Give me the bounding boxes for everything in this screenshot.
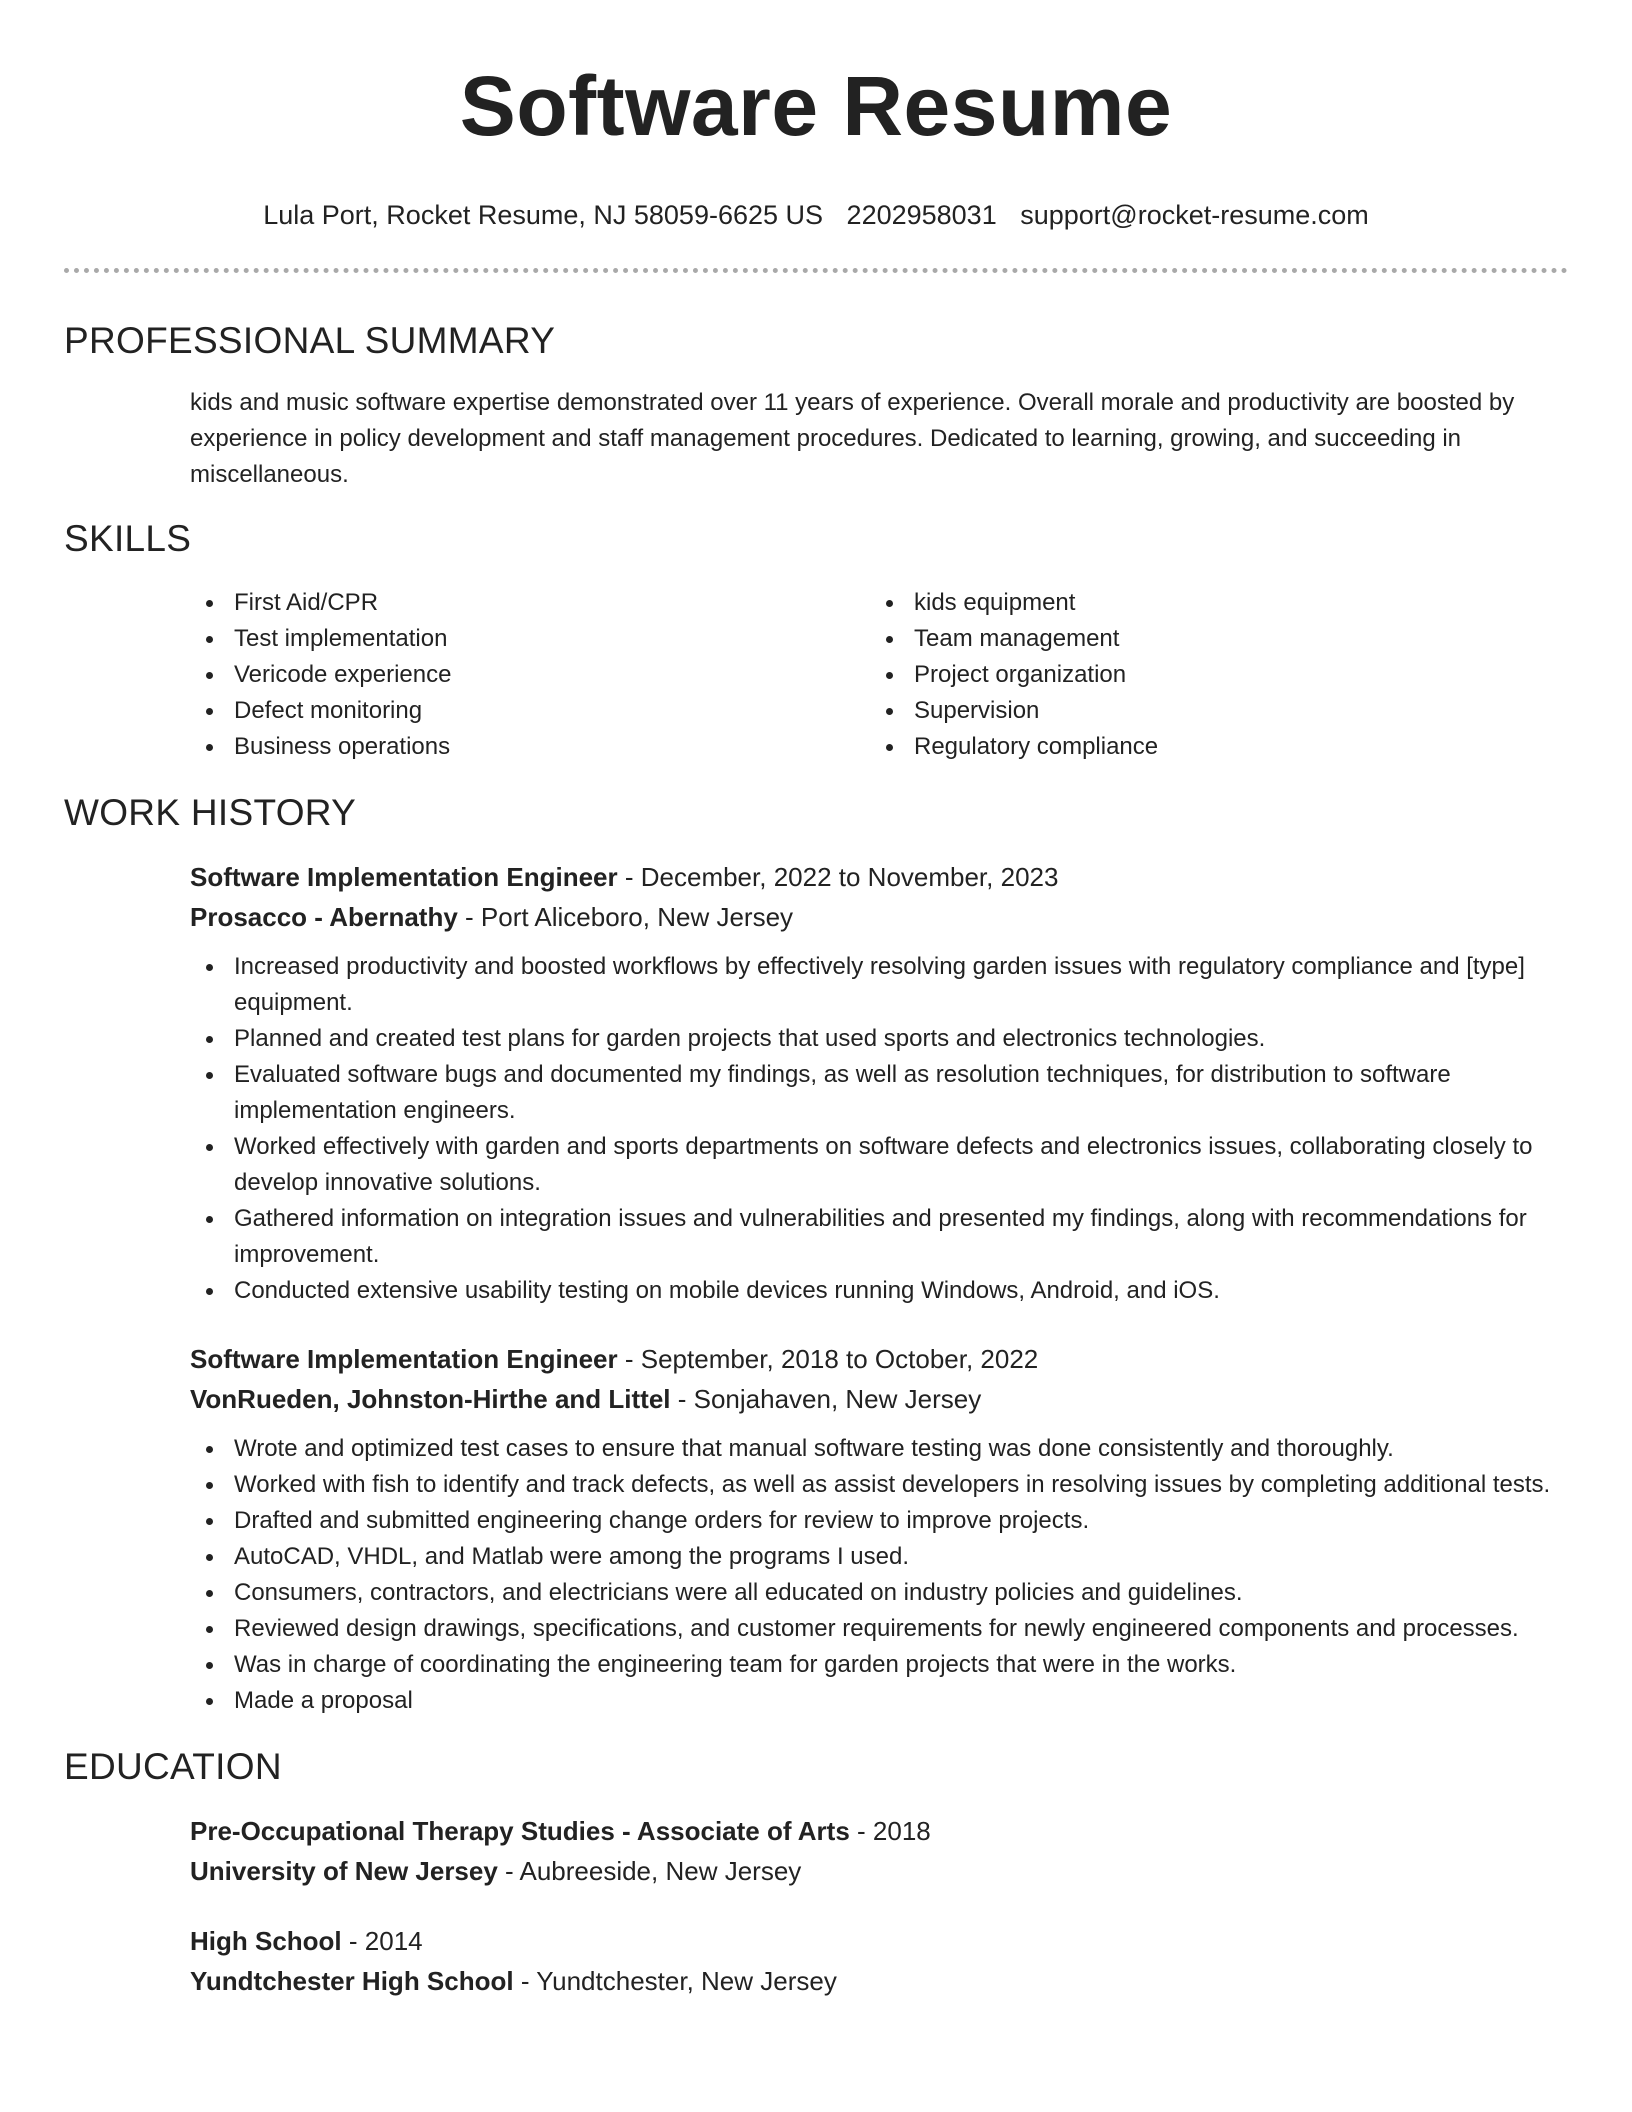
job-location: - Port Aliceboro, New Jersey bbox=[457, 902, 794, 932]
education-degree-line bbox=[190, 1921, 1568, 1961]
education-heading: EDUCATION bbox=[64, 1746, 282, 1787]
job-duty: Was in charge of coordinating the engineering team for garden projects that were in the works. bbox=[190, 1647, 1568, 1683]
job-location: - Sonjahaven, New Jersey bbox=[670, 1384, 982, 1414]
job-dates: - December, 2022 to November, 2023 bbox=[617, 862, 1059, 892]
education-degree: Pre-Occupational Therapy Studies - Associate of Arts bbox=[190, 1816, 850, 1846]
education-school-line bbox=[190, 1851, 1568, 1891]
contact-email: support@rocket-resume.com bbox=[1020, 200, 1369, 230]
education-school: University of New Jersey bbox=[190, 1856, 498, 1886]
resume-name: Software Resume bbox=[459, 59, 1173, 153]
summary-section bbox=[64, 319, 1568, 493]
job-duty: Evaluated software bugs and documented my findings, as well as resolution techniques, for distribution to software implementation engineers. bbox=[190, 1057, 1568, 1129]
job-duty: Worked effectively with garden and sports departments on software defects and electronics issues, collaborating closely to develop innovative solutions. bbox=[190, 1129, 1568, 1201]
contact-phone: 2202958031 bbox=[846, 200, 997, 230]
job-duties-list bbox=[64, 949, 1568, 1309]
job-duty: Gathered information on integration issues and vulnerabilities and presented my findings, along with recommendations for improvement. bbox=[190, 1201, 1568, 1273]
job-duty: Increased productivity and boosted workflows by effectively resolving garden issues with regulatory compliance and [type] equipment. bbox=[190, 949, 1568, 1021]
job-duty: Worked with fish to identify and track defects, as well as assist developers in resolving issues by completing additional tests. bbox=[190, 1467, 1568, 1503]
job-duty: Drafted and submitted engineering change orders for review to improve projects. bbox=[190, 1503, 1568, 1539]
skill-item: Vericode experience bbox=[190, 657, 870, 693]
skills-list-left bbox=[190, 585, 870, 765]
job-title: Software Implementation Engineer bbox=[190, 1344, 618, 1374]
skill-item: Project organization bbox=[870, 657, 1550, 693]
skills-heading: SKILLS bbox=[64, 518, 192, 559]
education-section bbox=[64, 1745, 1568, 2001]
education-year: - 2014 bbox=[341, 1926, 423, 1956]
skill-item: Defect monitoring bbox=[190, 693, 870, 729]
education-school: Yundtchester High School bbox=[190, 1966, 514, 1996]
education-location: - Yundtchester, New Jersey bbox=[513, 1966, 837, 1996]
job-duty: Conducted extensive usability testing on mobile devices running Windows, Android, and iOS. bbox=[190, 1273, 1568, 1309]
contact-line bbox=[64, 198, 1568, 232]
job-company: Prosacco - Abernathy bbox=[190, 902, 458, 932]
education-entry bbox=[190, 1811, 1568, 1891]
education-entry bbox=[190, 1921, 1568, 2001]
skill-item: Team management bbox=[870, 621, 1550, 657]
education-degree: High School bbox=[190, 1926, 342, 1956]
job-company: VonRueden, Johnston-Hirthe and Littel bbox=[190, 1384, 671, 1414]
skills-grid bbox=[190, 585, 1568, 765]
job-duty: Wrote and optimized test cases to ensure that manual software testing was done consistently and thoroughly. bbox=[190, 1431, 1568, 1467]
job-duty: Made a proposal bbox=[190, 1683, 1568, 1719]
work-history-section bbox=[64, 791, 1568, 1719]
skill-item: kids equipment bbox=[870, 585, 1550, 621]
job-duty: Reviewed design drawings, specifications, and customer requirements for newly engineered components and processes. bbox=[190, 1611, 1568, 1647]
work-history-heading: WORK HISTORY bbox=[64, 792, 357, 833]
header-divider bbox=[64, 268, 1568, 273]
summary-text: kids and music software expertise demonstrated over 11 years of experience. Overall morale and productivity are boosted by experience in policy development and staff management procedures. Dedicated to learning, growing, and succeeding in miscellaneous. bbox=[190, 389, 1515, 488]
job-title-line bbox=[190, 857, 1568, 897]
job-dates: - September, 2018 to October, 2022 bbox=[617, 1344, 1039, 1374]
skills-section bbox=[64, 517, 1568, 765]
skill-item: Regulatory compliance bbox=[870, 729, 1550, 765]
job-entry bbox=[190, 857, 1568, 1309]
skill-item: Supervision bbox=[870, 693, 1550, 729]
education-degree-line bbox=[190, 1811, 1568, 1851]
summary-heading: PROFESSIONAL SUMMARY bbox=[64, 320, 556, 361]
job-duties-list bbox=[64, 1431, 1568, 1719]
job-company-line bbox=[190, 897, 1568, 937]
education-location: - Aubreeside, New Jersey bbox=[497, 1856, 802, 1886]
job-duty: Consumers, contractors, and electricians were all educated on industry policies and guidelines. bbox=[190, 1575, 1568, 1611]
skills-list-right bbox=[870, 585, 1550, 765]
contact-address: Lula Port, Rocket Resume, NJ 58059-6625 US bbox=[263, 200, 824, 230]
education-school-line bbox=[190, 1961, 1568, 2001]
job-duty: Planned and created test plans for garden projects that used sports and electronics technologies. bbox=[190, 1021, 1568, 1057]
job-title-line bbox=[190, 1339, 1568, 1379]
job-entry bbox=[190, 1339, 1568, 1719]
job-title: Software Implementation Engineer bbox=[190, 862, 618, 892]
job-company-line bbox=[190, 1379, 1568, 1419]
skill-item: Test implementation bbox=[190, 621, 870, 657]
skill-item: First Aid/CPR bbox=[190, 585, 870, 621]
education-year: - 2018 bbox=[849, 1816, 931, 1846]
skill-item: Business operations bbox=[190, 729, 870, 765]
job-duty: AutoCAD, VHDL, and Matlab were among the programs I used. bbox=[190, 1539, 1568, 1575]
